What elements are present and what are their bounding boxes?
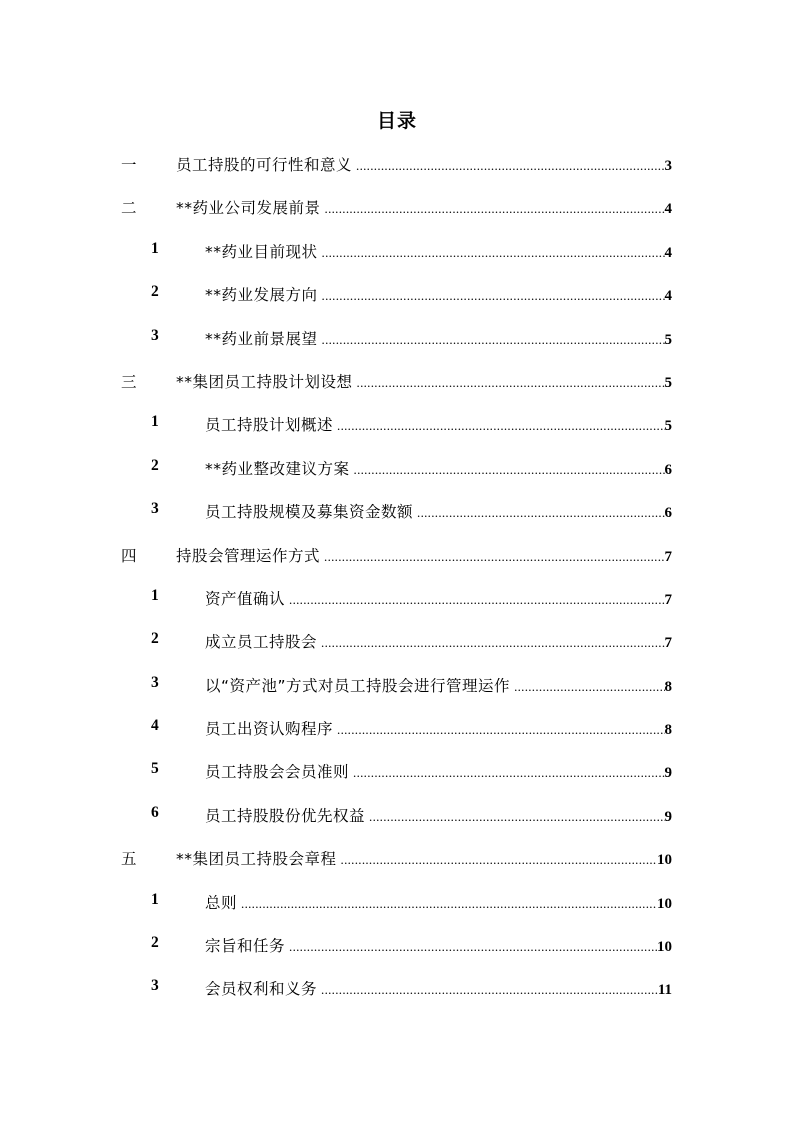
toc-entry-number: 3 xyxy=(151,500,159,518)
toc-entry-page: 7 xyxy=(664,635,672,652)
toc-entry[interactable] xyxy=(0,230,794,273)
toc-entry-page: 9 xyxy=(664,765,672,782)
toc-entry-text: 以“资产池”方式对员工持股会进行管理运作 xyxy=(205,676,511,695)
toc-dot-leader xyxy=(322,333,665,346)
toc-entry-page: 4 xyxy=(664,288,672,305)
toc-entry-page: 3 xyxy=(664,158,672,174)
toc-entry-text: 持股会管理运作方式 xyxy=(176,546,321,565)
toc-entry-number: 3 xyxy=(151,326,159,344)
toc-entry-text: 会员权利和义务 xyxy=(205,980,318,999)
toc-entry-line xyxy=(205,587,672,609)
toc-entry[interactable] xyxy=(0,664,794,707)
toc-entry[interactable] xyxy=(0,403,794,446)
toc-dot-leader xyxy=(322,289,665,302)
toc-entry-number: 6 xyxy=(151,803,159,821)
toc-entry-page: 8 xyxy=(664,678,672,695)
toc-dot-leader xyxy=(321,983,658,996)
toc-entry-line xyxy=(176,196,672,218)
toc-dot-leader xyxy=(357,376,665,389)
toc-dot-leader xyxy=(289,593,664,606)
toc-dot-leader xyxy=(514,680,664,693)
toc-entry-text: **药业整改建议方案 xyxy=(205,459,350,478)
toc-entry-page: 5 xyxy=(664,374,672,391)
toc-entry-number: 三 xyxy=(121,372,137,391)
toc-dot-leader xyxy=(322,246,665,259)
toc-entry[interactable] xyxy=(0,750,794,793)
toc-entry-number: 1 xyxy=(151,890,159,908)
toc-dot-leader xyxy=(356,159,664,172)
toc-entry-number: 二 xyxy=(121,199,137,218)
toc-entry-page: 7 xyxy=(664,591,672,608)
toc-entry-page: 6 xyxy=(664,461,672,478)
toc-entry-number: 1 xyxy=(151,413,159,431)
toc-entry-line xyxy=(176,544,672,566)
toc-entry-text: **集团员工持股计划设想 xyxy=(176,372,353,391)
toc-entry[interactable] xyxy=(0,707,794,750)
toc-entry-page: 6 xyxy=(664,505,672,522)
toc-entry[interactable] xyxy=(0,273,794,316)
toc-entry-page: 8 xyxy=(664,722,672,739)
toc-entry[interactable] xyxy=(0,577,794,620)
toc-entry-line xyxy=(205,674,672,696)
toc-entry-number: 1 xyxy=(151,239,159,257)
toc-entry-number: 2 xyxy=(151,934,159,952)
toc-entry-line xyxy=(205,413,672,435)
toc-entry-text: 员工出资认购程序 xyxy=(205,720,334,739)
toc-dot-leader xyxy=(325,202,665,215)
toc-dot-leader xyxy=(241,897,657,910)
toc-entry[interactable] xyxy=(0,794,794,837)
toc-entry-text: 资产值确认 xyxy=(205,589,286,608)
toc-entry-text: 员工持股的可行性和意义 xyxy=(176,156,353,174)
toc-dot-leader xyxy=(354,463,665,476)
toc-entry-page: 10 xyxy=(657,895,672,912)
toc-entry-page: 11 xyxy=(657,982,672,999)
toc-entry-line xyxy=(205,283,672,305)
toc-dot-leader xyxy=(324,550,664,563)
toc-entry-page: 5 xyxy=(664,418,672,435)
toc-entry-text: **集团员工持股会章程 xyxy=(176,850,337,869)
toc-entry-text: 员工持股计划概述 xyxy=(205,416,334,435)
toc-entry-page: 4 xyxy=(664,201,672,218)
toc-entry-number: 5 xyxy=(151,760,159,778)
toc-dot-leader xyxy=(337,419,664,432)
toc-entry[interactable] xyxy=(0,317,794,360)
toc-entry-page: 5 xyxy=(664,331,672,348)
toc-entry[interactable] xyxy=(0,837,794,880)
toc-entry-text: **药业目前现状 xyxy=(205,242,318,261)
toc-entry-line xyxy=(205,977,672,999)
toc-entry-line xyxy=(205,804,672,826)
toc-entry-text: 宗旨和任务 xyxy=(205,937,286,956)
toc-entry-text: **药业发展方向 xyxy=(205,286,318,305)
toc-entry-page: 10 xyxy=(657,939,672,956)
toc-entry-page: 7 xyxy=(664,548,672,565)
toc-entry[interactable] xyxy=(0,967,794,1010)
toc-entry-number: 4 xyxy=(151,717,159,735)
toc-entry-number: 2 xyxy=(151,283,159,301)
toc-entry-text: 员工持股股份优先权益 xyxy=(205,806,366,825)
toc-entry[interactable] xyxy=(0,490,794,533)
toc-entry-line xyxy=(205,500,672,522)
toc-dot-leader xyxy=(289,940,657,953)
toc-entry-line xyxy=(176,370,672,392)
toc-entry-line xyxy=(205,760,672,782)
toc-entry-number: 3 xyxy=(151,977,159,995)
toc-entry-number: 一 xyxy=(121,156,137,174)
toc-entry-line xyxy=(205,240,672,262)
toc-dot-leader xyxy=(369,810,664,823)
toc-entry-number: 五 xyxy=(121,850,137,869)
toc-entry-line xyxy=(205,717,672,739)
toc-entry[interactable] xyxy=(0,534,794,577)
toc-dot-leader xyxy=(341,853,657,866)
toc-title: 目录 xyxy=(376,110,417,132)
toc-entry-page: 10 xyxy=(657,852,672,869)
toc-entry-line xyxy=(176,847,672,869)
toc-list xyxy=(0,143,794,1011)
toc-entry-number: 2 xyxy=(151,456,159,474)
toc-entry-text: **药业公司发展前景 xyxy=(176,199,321,218)
toc-entry-line xyxy=(176,153,672,175)
toc-entry-text: 总则 xyxy=(205,893,238,912)
toc-entry[interactable] xyxy=(0,924,794,967)
toc-entry-text: 员工持股会会员准则 xyxy=(205,763,350,782)
toc-entry-text: 员工持股规模及募集资金数额 xyxy=(205,503,414,522)
toc-dot-leader xyxy=(417,506,664,519)
toc-entry-line xyxy=(205,630,672,652)
toc-entry-line xyxy=(205,891,672,913)
toc-entry-number: 四 xyxy=(121,546,137,565)
toc-dot-leader xyxy=(321,636,664,649)
toc-entry[interactable] xyxy=(0,143,794,186)
toc-entry[interactable] xyxy=(0,360,794,403)
toc-entry-text: 成立员工持股会 xyxy=(205,633,318,652)
toc-entry[interactable] xyxy=(0,881,794,924)
toc-entry[interactable] xyxy=(0,186,794,229)
toc-entry-number: 1 xyxy=(151,586,159,604)
toc-entry-line xyxy=(205,327,672,349)
toc-entry[interactable] xyxy=(0,620,794,663)
toc-entry-number: 3 xyxy=(151,673,159,691)
toc-dot-leader xyxy=(337,723,664,736)
toc-entry-number: 2 xyxy=(151,630,159,648)
toc-entry[interactable] xyxy=(0,447,794,490)
toc-entry-text: **药业前景展望 xyxy=(205,329,318,348)
toc-entry-line xyxy=(205,457,672,479)
toc-entry-line xyxy=(205,934,672,956)
toc-entry-page: 9 xyxy=(664,808,672,825)
toc-dot-leader xyxy=(353,766,664,779)
toc-entry-page: 4 xyxy=(664,244,672,261)
